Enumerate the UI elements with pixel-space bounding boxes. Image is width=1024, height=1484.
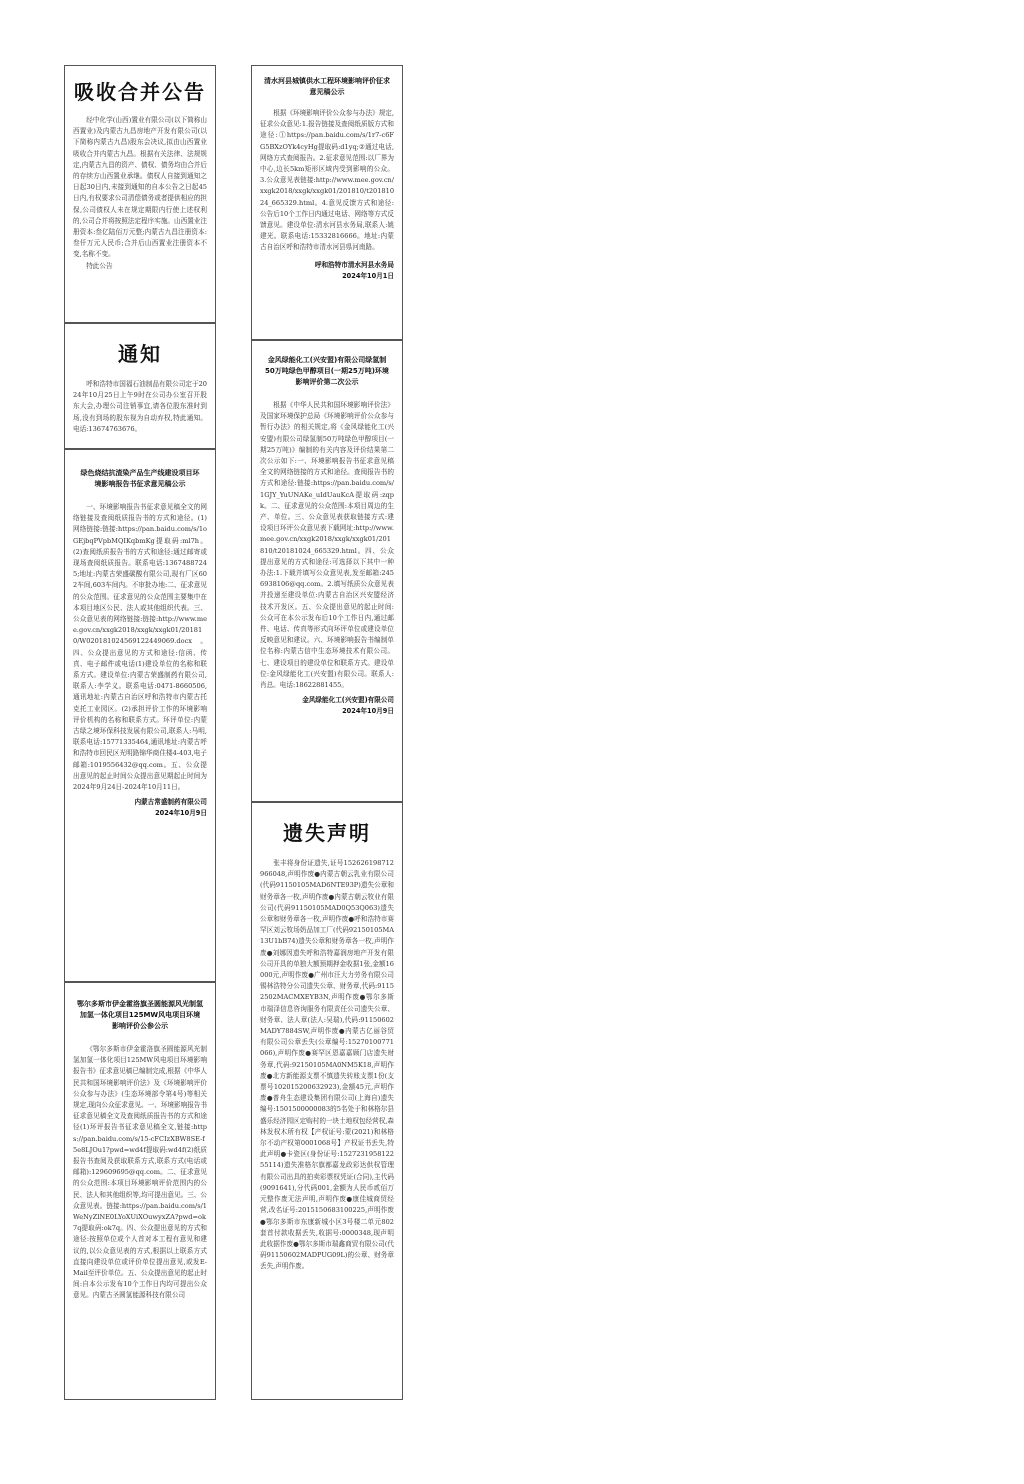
qingshuihe-signature-date: 2024年10月1日 xyxy=(342,271,394,280)
jinfeng-signature-date: 2024年10月9日 xyxy=(342,707,394,716)
meeting-notice-box xyxy=(64,323,216,449)
jinfeng-signature-company: 金风绿能化工(兴安盟)有限公司 xyxy=(302,696,394,705)
qingshuihe-notice-body: 根据《环境影响评价公众参与办法》规定,征求公众意见:1.报告链接及查阅纸质版方式和途径:①https://pan.baidu.com/s/1r7-c6FG5BXzOYk4cyHg提取码:d1yq;②通过电话,网络方式查阅报告。2.征求意见范围:以厂界为中心,边长5km矩形区域内受到影响的公众。3.公众意见表链接:http://www.mee.gov.cn/xxgk2018/xxgk/xxgk01/201810/t20181024_665329.html。4.意见反馈方式和途径:公告后10个工作日内通过电话、网络等方式反馈意见。建设单位:清水河县水务局,联系人:姚建光。联系电话:15332816666。地址:内蒙古自治区呼和浩特市清水河县県河南路。 xyxy=(260,109,395,252)
merger-notice-title: 吸收合并公告 xyxy=(74,80,206,104)
jinfeng-notice-title: 金风绿能化工(兴安盟)有限公司绿氢制50万吨绿色甲醇项目(一期25万吨)环境影响评价第二次公示 xyxy=(265,356,389,386)
green-paint-signature-company: 内蒙古常盛制药有限公司 xyxy=(134,798,207,807)
green-paint-notice-body: 一、环境影响报告书征求意见稿全文的网络链接及查阅纸质报告书的方式和途径。(1)网络链接:链接:https://pan.baidu.com/s/1oGEjbqPVpbMQIKqbmKg提取码:ml7h。(2)查阅纸质报告书的方式和途径:通过邮寄或现场查阅纸质报告。联系电话:13674887245;地址:内蒙古荣盛碳酸有限公司,现有厂区602车间,603车间内。不审批办地:二、征求意见的公众范围。征求意见的公众范围主要集中在本项目地区公民、法人或其他组织代表。三、公众意见表的网络链接:链接:http://www.mee.gov.cn/xxgk2018/xxgk/xxgk01/201810/W020181024569122449069.docx。四、公众提出意见的方式和途径:信函、传真、电子邮件或电话(1)建设单位的名称和联系方式。建设单位:内蒙古荣盛制药有限公司,联系人:李学义。联系电话:0471-8660506,通讯地址:内蒙古自治区呼和浩特市内蒙古托克托工业园区。(2)承担评价工作的环境影响评价机构的名称和联系方式。环评单位:内蒙古绿之境环保科技发展有限公司,联系人:马明,联系电话:15771335464,通讯地址:内蒙古呼和浩特市回民区光明路锦华商住楼4-403,电子邮箱:1019556432@qq.com。五、公众提出意见的起止时间公众提出意见期起止时间为2024年9月24日-2024年10月11日。 xyxy=(73,503,207,792)
loss-notice-box xyxy=(251,802,403,1400)
meeting-notice-title: 通知 xyxy=(118,342,162,366)
loss-notice-body: 张丰将身份证遗失,证号152626198712966048,声明作废●内蒙古朝云乳业有限公司(代码91150105MAD6NTE93P)遗失公章和财务章各一枚,声明作废●内蒙古朝云牧业有限公司(代码91150105MAD0Q53Q063)遗失公章和财务章各一枚,声明作废●呼和浩特市赛罕区刘云牧场奶品加工厂(代码92150105MA13U1bB74)遗失公章和财务章各一枚,声明作废●刘娜因遗失呼和浩特嘉润房地产开发有限公司开具的单独大额预期押金收据1张,金额16000元,声明作废●广州市汪大力劳务有限公司锡林浩特分公司遗失公章、财务章,代码:91152502MACMXEYB3N,声明作废●鄂尔多斯市瑞泽信息咨询服务有限责任公司遗失公章、财务章、法人章(法人:吴瑞),代码:91150602MADY7884SW,声明作废●内蒙古亿丽谷贸有限公司公章丢失(公章编号:15270100771066),声明作废●赛罕区恩嘉嘉顾门店遗失财务章,代码:92150105MA0NM5K18,声明作废●北方新能源支票不慎遗失转账支票1份(支票号102015200632923),金额45元,声明作废●普舟生态建设集团有限公司(上海自)遗失编号:1501500000083的5名处于和林格尔县盛乐经济园区定购村的一块土地权包经营权,森林发权木所有权【产权证号:蒙(2021)和林格尔不动产权第0001068号】产权证书丢失,特此声明●卡瓷区(身份证号:152723195812255114)遗失准格尔旗都嘉龙政彩达供权管理有限公司出具的拍卖彩票权凭证(合同),主代码(9091641),分代码001,金额为人民币贰佰万元整作废无法声明,声明作废●康佳城商贸经营,改名证号:2015150683100225,声明作废●鄂尔多斯市东康新城小区3号楼二单元802套首付款收据丢失,收据号:0000348,现声明此收据作废●鄂尔多斯市瑞鑫商贸有限公司(代码91150602MADPUG09L)的公章、财务章丢失,声明作废。 xyxy=(260,859,394,1271)
qingshuihe-notice-box xyxy=(251,65,403,340)
meeting-notice-body: 呼和浩特市国福石油制品有限公司定于2024年10月25日上午9时在公司办公室召开股东大会,办理公司注销事宜,请各位股东准时到场,没有到场的股东视为自动弃权,特此通知。电话:13674763676。 xyxy=(73,380,207,433)
green-paint-notice-title: 绿色烧结抗渣染产品生产线建设项目环境影响报告书征求意见稿公示 xyxy=(80,469,200,488)
jinfeng-notice-body: 根据《中华人民共和国环境影响评价法》及国家环境保护总局《环境影响评价公众参与暂行办法》的相关规定,将《金风绿能化工(兴安盟)有限公司绿氢制50万吨绿色甲醇项目(一期25万吨)》编制的有关内容及评价结果第二次公示如下:一、环境影响报告书征求意见稿全文的网络链接的方式和途径。查阅报告书的方式和途径:链接:https://pan.baidu.com/s/1GJY_YuUNAKe_uIdUauKcA提取码:zqpk。二、征求意见的公众范围:本项目周边的生产、单位。三、公众意见表获取链接方式:建设项目环评公众意见表下载网址:http://www.mee.gov.cn/xxgk2018/xxgk/xxgk01/201810/t20181024_665329.html。四、公众提出意见的方式和途径:可选择以下其中一种办法:1.下载并填写公众意见表,发至邮箱:2456938106@qq.com。2.填写纸质公众意见表并投递至建设单位:内蒙古自治区兴安盟经济技术开发区。五、公众提出意见的起止时间:公众可在本公示发布后10个工作日内,通过邮件、电话、传真等形式向环评单位或建设单位反映意见和建议。六、环境影响报告书编制单位名称:内蒙古信中生态环境技术有限公司。七、建设项目的建设单位和联系方式。建设单位:金风绿能化工(兴安盟)有限公司。联系人:肖总。电话:18622881455。 xyxy=(260,401,394,690)
ordos-wind-notice-title: 鄂尔多斯市伊金霍洛旗圣圆能源风光制氢加氢一体化项目125MW风电项目环境影响评价公参公示 xyxy=(77,1000,203,1030)
green-paint-notice-box xyxy=(64,449,216,982)
qingshuihe-notice-title: 清水河县城镇供水工程环境影响评价征求意见稿公示 xyxy=(264,77,390,96)
merger-notice-body: 经中化学(山西)置业有限公司(以下简称山西置业)及内蒙古九昌房地产开发有限公司(以下简称内蒙古九昌)股东会决议,拟由山西置业吸收合并内蒙古九昌。根据有关法律、法规规定,内蒙古九昌的资产、债权、债务均由合并后的存续方山西置业承继。债权人自接到通知之日起30日内,未接到通知的自本公告之日起45日内,有权要求公司清偿债务或者提供相应的担保,公司债权人未在规定期限内行使上述权利的,公司合并将按照法定程序实施。山西置业注册资本:叁亿陆佰万元整;内蒙古九昌注册资本:叁仟万元人民币;合并后山西置业注册资本不变,名称不变。 xyxy=(73,116,207,259)
merger-notice-signoff: 特此公告 xyxy=(86,261,113,270)
green-paint-signature-date: 2024年10月9日 xyxy=(155,809,207,818)
ordos-wind-notice-box xyxy=(64,982,216,1400)
merger-notice-box xyxy=(64,65,216,323)
ordos-wind-notice-body: 《鄂尔多斯市伊金霍洛旗圣圆能源风光制氢加氢一体化项目125MW风电项目环境影响报告书》征求意见稿已编制完成,根据《中华人民共和国环境影响评价法》及《环境影响评价公众参与办法》(生态环境部令第4号)等相关规定,现向公众征求意见。一、环境影响报告书征求意见稿全文及查阅纸质报告书的方式和途径(1)环评报告书征求意见稿全文,链接:https://pan.baidu.com/s/15-cFCIzXBW8SE-f5e8LJOu1?pwd=wd4f提取码:wd4f(2)纸质报告书查阅及获取联系方式,联系方式(电话或邮箱):129609695@qq.com。二、征求意见的公众范围:本项目环境影响评价范围内的公民、法人和其他组织等,均可提出意见。三、公众意见表。链接:https://pan.baidu.com/s/1WeNyZlNE0LYoXUiXOuwyxZA?pwd=ok7q提取码:ok7q。四、公众提出意见的方式和途径:按照单位或个人首对本工程有意见和建议的,以公众意见表的方式,根据以上联系方式直接向建设单位或评价单位提出意见,或发E-Mail至评价单位。五、公众提出意见的起止时间:自本公示发布10个工作日内均可提出公众意见。内蒙古圣圆氢能源科技有限公司 xyxy=(73,1045,207,1300)
qingshuihe-signature-company: 呼和浩特市清水河县水务局 xyxy=(314,260,394,269)
jinfeng-notice-box xyxy=(251,340,403,802)
loss-notice-title: 遗失声明 xyxy=(283,821,371,845)
